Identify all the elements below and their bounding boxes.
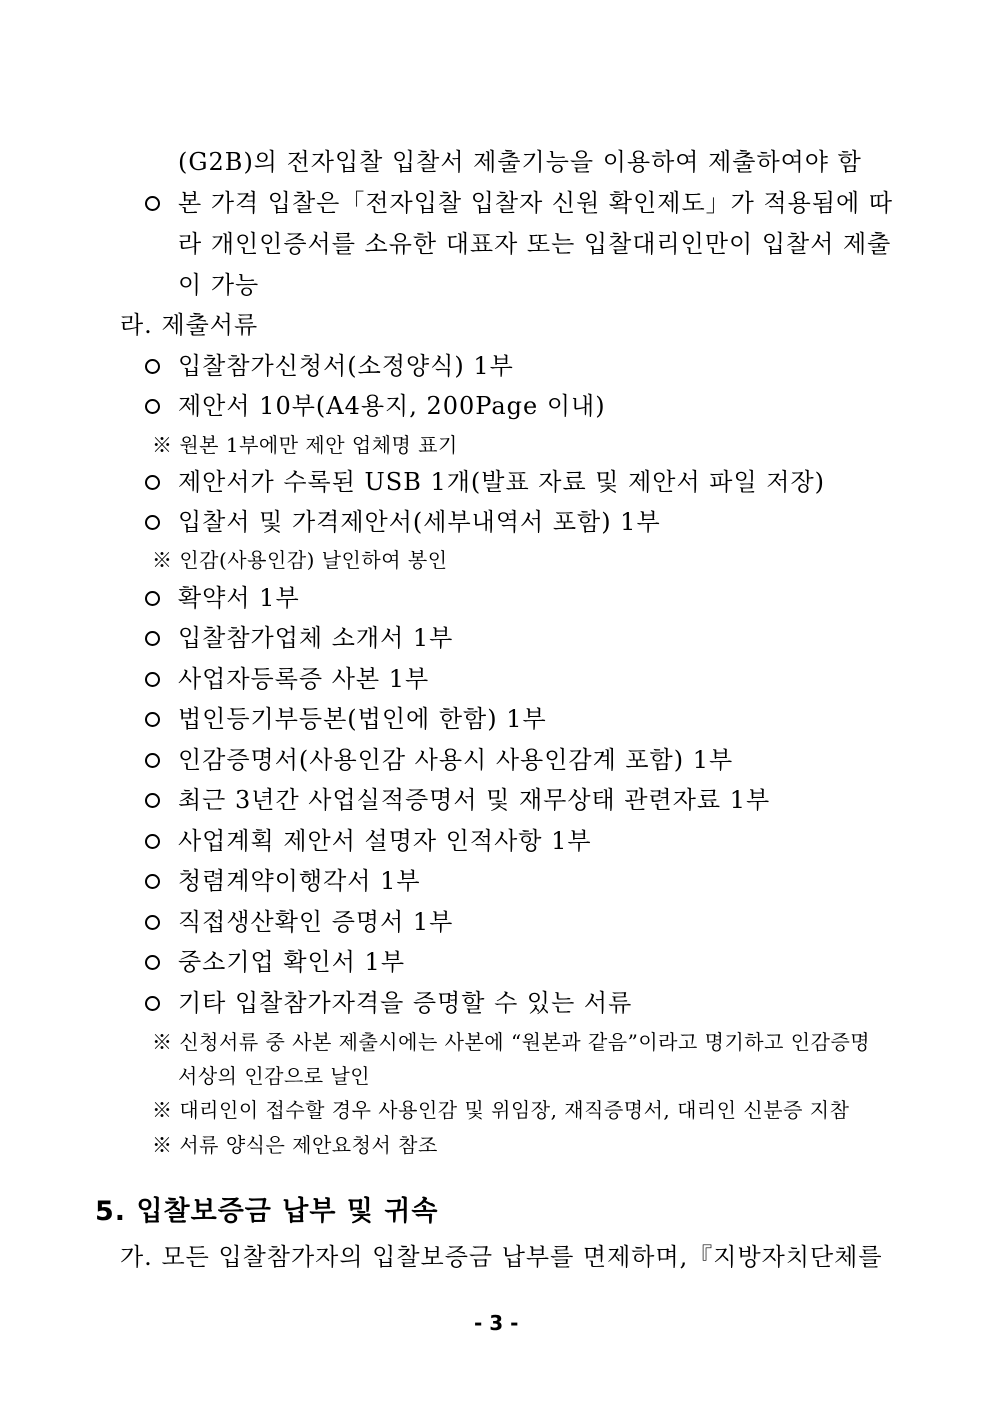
list-item: 사업계획 제안서 설명자 인적사항 1부	[178, 827, 592, 855]
hollow-circle-icon	[145, 915, 160, 930]
note: ※ 원본 1부에만 제안 업체명 표기	[152, 433, 458, 457]
hollow-circle-icon	[145, 515, 160, 530]
hollow-circle-icon	[145, 753, 160, 768]
hollow-circle-icon	[145, 631, 160, 646]
hollow-circle-icon	[145, 672, 160, 687]
hollow-circle-icon	[145, 359, 160, 374]
note: ※ 신청서류 중 사본 제출시에는 사본에 “원본과 같음”이라고 명기하고 인감증명	[152, 1030, 871, 1054]
list-item: 제안서 10부(A4용지, 200Page 이내)	[178, 392, 606, 420]
list-item: 중소기업 확인서 1부	[178, 948, 405, 976]
hollow-circle-icon	[145, 399, 160, 414]
list-item: 제안서가 수록된 USB 1개(발표 자료 및 제안서 파일 저장)	[178, 468, 826, 496]
list-item: 확약서 1부	[178, 584, 300, 612]
note: ※ 대리인이 접수할 경우 사용인감 및 위임장, 재직증명서, 대리인 신분증 지참	[152, 1098, 850, 1122]
list-item: 청렴계약이행각서 1부	[178, 867, 421, 895]
hollow-circle-icon	[145, 874, 160, 889]
hollow-circle-icon	[145, 591, 160, 606]
section-heading: 라. 제출서류	[120, 311, 259, 339]
section-heading: 5. 입찰보증금 납부 및 귀속	[95, 1196, 439, 1227]
list-item: 기타 입찰참가자격을 증명할 수 있는 서류	[178, 989, 633, 1017]
list-item: 법인등기부등본(법인에 한함) 1부	[178, 705, 547, 733]
note: ※ 서류 양식은 제안요청서 참조	[152, 1133, 438, 1157]
list-item: 입찰참가신청서(소정양식) 1부	[178, 352, 514, 380]
page-number: - 3 -	[474, 1311, 519, 1335]
hollow-circle-icon	[145, 196, 160, 211]
note: 서상의 인감으로 날인	[178, 1064, 371, 1088]
note: ※ 인감(사용인감) 날인하여 봉인	[152, 548, 448, 572]
paragraph-line: 가. 모든 입찰참가자의 입찰보증금 납부를 면제하며,『지방자치단체를	[120, 1243, 883, 1271]
list-item: 본 가격 입찰은「전자입찰 입찰자 신원 확인제도」가 적용됨에 따	[178, 189, 894, 217]
list-item: 사업자등록증 사본 1부	[178, 665, 430, 693]
list-item: 최근 3년간 사업실적증명서 및 재무상태 관련자료 1부	[178, 786, 771, 814]
list-item: 입찰서 및 가격제안서(세부내역서 포함) 1부	[178, 508, 661, 536]
hollow-circle-icon	[145, 996, 160, 1011]
list-item: 입찰참가업체 소개서 1부	[178, 624, 454, 652]
hollow-circle-icon	[145, 793, 160, 808]
list-item: 인감증명서(사용인감 사용시 사용인감계 포함) 1부	[178, 746, 734, 774]
hollow-circle-icon	[145, 834, 160, 849]
list-item: 직접생산확인 증명서 1부	[178, 908, 454, 936]
hollow-circle-icon	[145, 475, 160, 490]
hollow-circle-icon	[145, 955, 160, 970]
paragraph-line: 라 개인인증서를 소유한 대표자 또는 입찰대리인만이 입찰서 제출	[178, 230, 892, 258]
paragraph-line: 이 가능	[178, 271, 260, 299]
hollow-circle-icon	[145, 712, 160, 727]
paragraph-line: (G2B)의 전자입찰 입찰서 제출기능을 이용하여 제출하여야 함	[178, 148, 862, 176]
